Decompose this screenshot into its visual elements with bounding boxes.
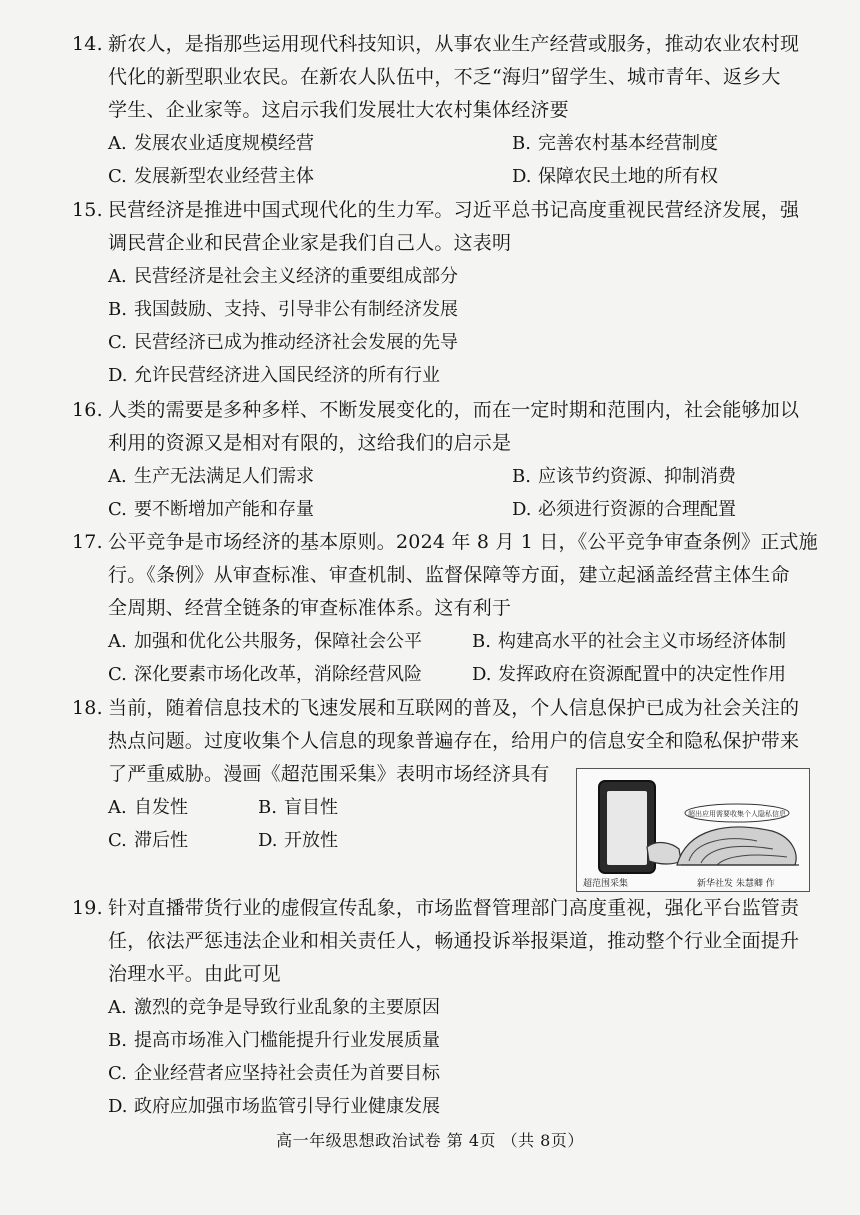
- option-a: A. 自发性: [108, 797, 188, 818]
- question-text: 学生、企业家等。这启示我们发展壮大农村集体经济要: [108, 99, 569, 121]
- option-d: D. 必须进行资源的合理配置: [512, 499, 736, 520]
- cartoon-caption-credit: 新华社发 朱慧卿 作: [697, 879, 775, 889]
- option-c: C. 要不断增加产能和存量: [108, 499, 314, 520]
- option-b: B. 应该节约资源、抑制消费: [512, 466, 736, 487]
- cartoon-label: 超出应用需要收集个人隐私信息: [688, 810, 786, 818]
- question-text: 人类的需要是多种多样、不断发展变化的，而在一定时期和范围内，社会能够加以: [108, 399, 800, 421]
- question-text: 针对直播带货行业的虚假宣传乱象，市场监督管理部门高度重视，强化平台监管责: [108, 897, 800, 919]
- option-c: C. 企业经营者应坚持社会责任为首要目标: [108, 1063, 440, 1084]
- question-text: 新农人，是指那些运用现代科技知识，从事农业生产经营或服务，推动农业农村现: [108, 33, 800, 55]
- option-a: A. 激烈的竞争是导致行业乱象的主要原因: [108, 997, 440, 1018]
- question-15: [72, 194, 812, 392]
- question-text: 热点问题。过度收集个人信息的现象普遍存在，给用户的信息安全和隐私保护带来: [108, 730, 800, 752]
- question-text: 代化的新型职业农民。在新农人队伍中，不乏“海归”留学生、城市青年、返乡大: [108, 66, 781, 88]
- option-c: C. 民营经济已成为推动经济社会发展的先导: [108, 332, 458, 353]
- option-a: A. 民营经济是社会主义经济的重要组成部分: [108, 266, 458, 287]
- question-text: 任，依法严惩违法企业和相关责任人，畅通投诉举报渠道，推动整个行业全面提升: [108, 930, 800, 952]
- cartoon-caption-title: 超范围采集: [583, 879, 629, 889]
- hand-icon: [647, 843, 681, 864]
- option-d: D. 允许民营经济进入国民经济的所有行业: [108, 365, 440, 386]
- option-a: A. 发展农业适度规模经营: [108, 133, 314, 154]
- option-a: A. 生产无法满足人们需求: [108, 466, 314, 487]
- question-number: 16.: [72, 399, 103, 421]
- question-text: 调民营企业和民营企业家是我们自己人。这表明: [108, 232, 512, 254]
- question-text: 当前，随着信息技术的飞速发展和互联网的普及，个人信息保护已成为社会关注的: [108, 697, 800, 719]
- question-number: 14.: [72, 33, 103, 55]
- phone-screen: [607, 791, 647, 865]
- option-c: C. 深化要素市场化改革，消除经营风险: [108, 664, 422, 685]
- question-text: 治理水平。由此可见: [108, 963, 281, 985]
- option-a: A. 加强和优化公共服务，保障社会公平: [108, 631, 422, 652]
- question-number: 15.: [72, 199, 103, 221]
- question-text: 行。《条例》从审查标准、审查机制、监督保障等方面，建立起涵盖经营主体生命: [108, 564, 790, 586]
- question-number: 19.: [72, 897, 103, 919]
- question-text: 利用的资源又是相对有限的，这给我们的启示是: [108, 432, 512, 454]
- question-text: 了严重威胁。漫画《超范围采集》表明市场经济具有: [108, 763, 550, 785]
- arms-icon: [677, 827, 796, 865]
- option-d: D. 发挥政府在资源配置中的决定性作用: [472, 664, 786, 685]
- option-b: B. 完善农村基本经营制度: [512, 133, 718, 154]
- cartoon-drawing: [577, 769, 809, 891]
- option-d: D. 政府应加强市场监管引导行业健康发展: [108, 1096, 440, 1117]
- question-number: 18.: [72, 697, 103, 719]
- option-d: D. 保障农民土地的所有权: [512, 166, 718, 187]
- question-14: [72, 28, 812, 193]
- option-c: C. 发展新型农业经营主体: [108, 166, 314, 187]
- option-c: C. 滞后性: [108, 830, 188, 851]
- cartoon-illustration: [576, 768, 810, 892]
- option-d: D. 开放性: [258, 830, 338, 851]
- option-b: B. 我国鼓励、支持、引导非公有制经济发展: [108, 299, 458, 320]
- question-16: [72, 394, 812, 526]
- option-b: B. 盲目性: [258, 797, 338, 818]
- option-b: B. 构建高水平的社会主义市场经济体制: [472, 631, 786, 652]
- question-19: [72, 892, 812, 1123]
- question-17: [72, 526, 818, 691]
- question-number: 17.: [72, 531, 103, 553]
- page-footer: 高一年级思想政治试卷 第 4页 （共 8页）: [276, 1131, 584, 1150]
- question-text: 公平竞争是市场经济的基本原则。2024 年 8 月 1 日，《公平竞争审查条例》正式施: [108, 531, 818, 553]
- question-text: 全周期、经营全链条的审查标准体系。这有利于: [108, 597, 512, 619]
- question-text: 民营经济是推进中国式现代化的生力军。习近平总书记高度重视民营经济发展，强: [108, 199, 800, 221]
- option-b: B. 提高市场准入门槛能提升行业发展质量: [108, 1030, 440, 1051]
